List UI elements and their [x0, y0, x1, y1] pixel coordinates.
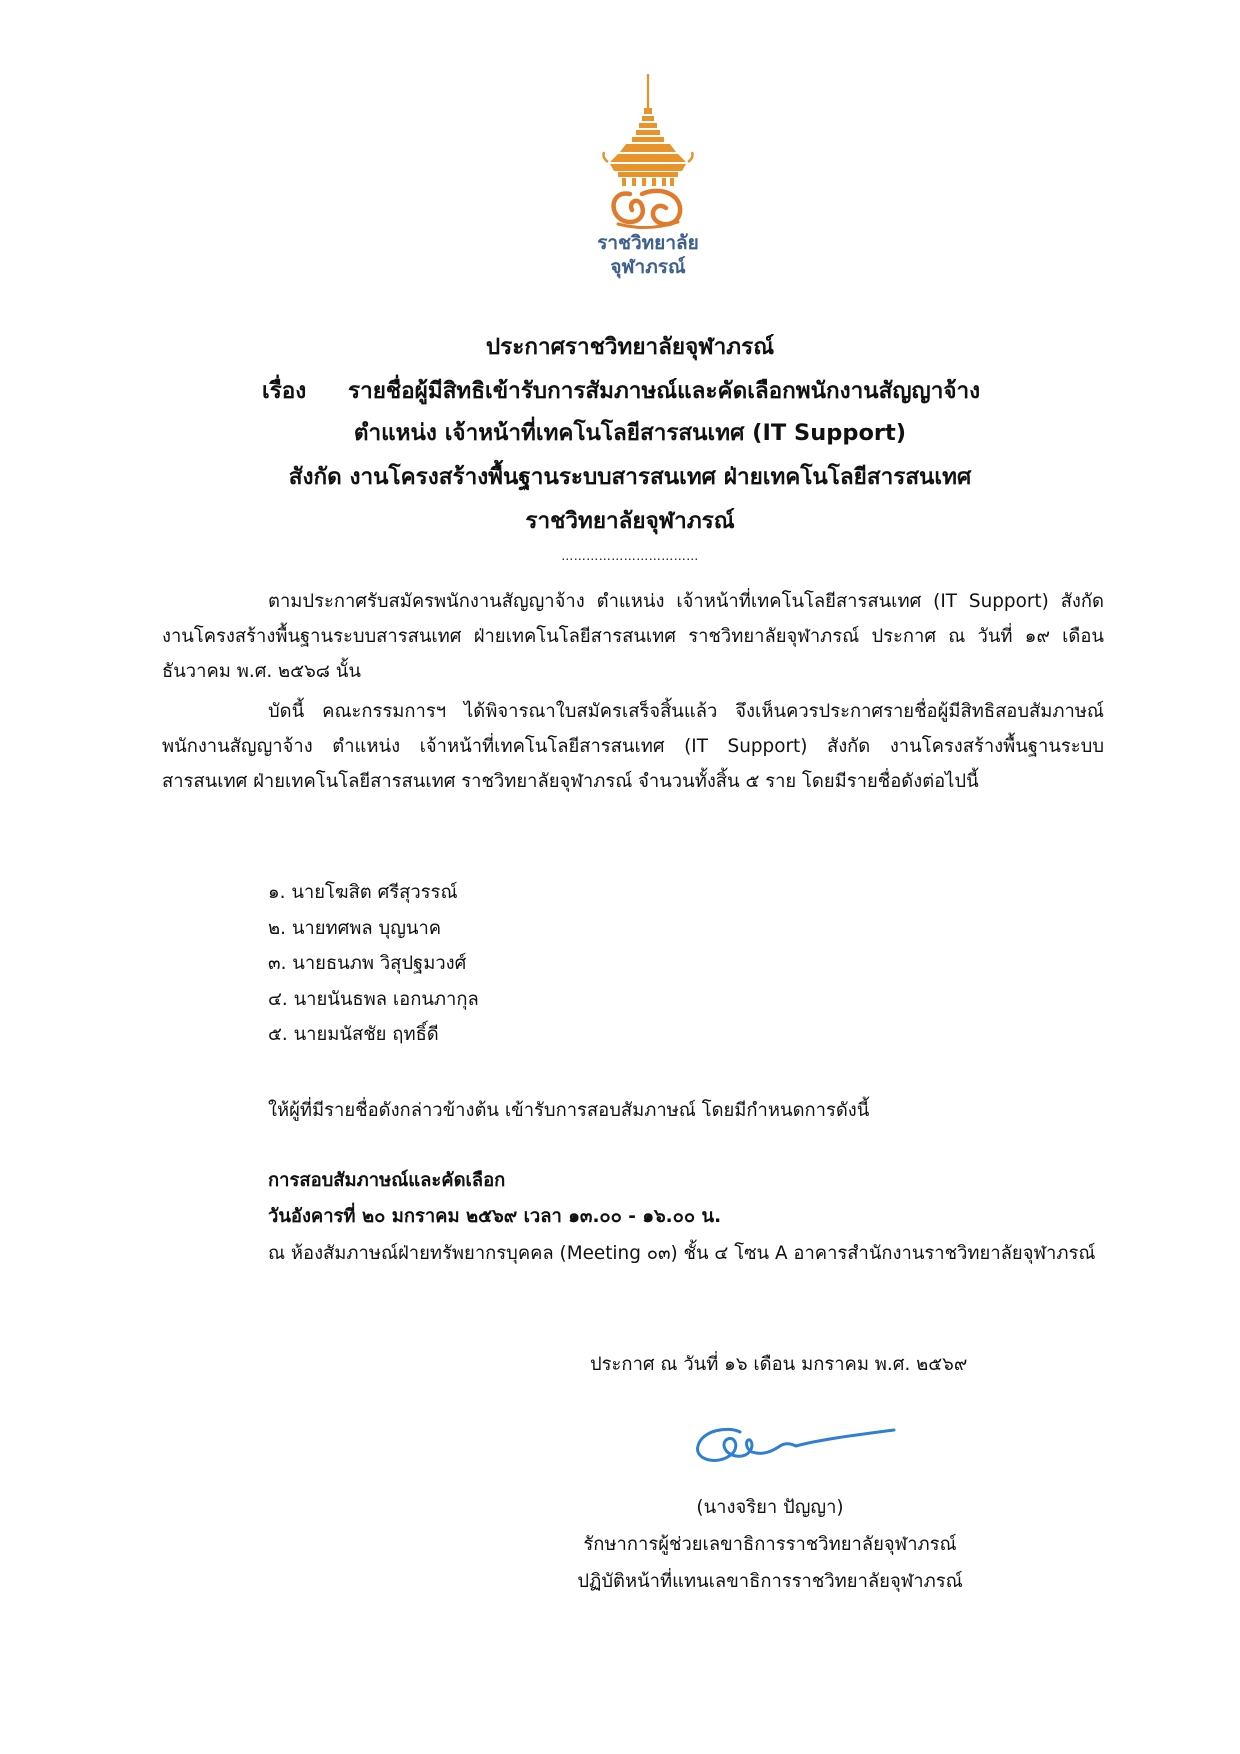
list-item: ๓. นายธนภพ วิสุปฐมวงศ์ — [268, 953, 467, 974]
signer-name: (นางจริยา ปัญญา) — [696, 1497, 844, 1518]
interview-venue: ณ ห้องสัมภาษณ์ฝ่ายทรัพยากรบุคคล (Meeting ๐๓) ชั้น ๔ โซน A อาคารสำนักงานราชวิทยาลัยจุฬาภรณ์ — [268, 1243, 1096, 1264]
candidate-list — [268, 875, 768, 1053]
subject-text: รายชื่อผู้มีสิทธิเข้ารับการสัมภาษณ์และคัดเลือกพนักงานสัญญาจ้าง — [348, 378, 981, 404]
separator-dots: …………………………… — [561, 549, 699, 563]
organization-line: ราชวิทยาลัยจุฬาภรณ์ — [525, 508, 735, 534]
signer-title-acting: รักษาการผู้ช่วยเลขาธิการราชวิทยาลัยจุฬาภรณ์ — [583, 1534, 957, 1555]
instruction-text: ให้ผู้ที่มีรายชื่อดังกล่าวข้างต้น เข้ารับการสอบสัมภาษณ์ โดยมีกำหนดการดังนี้ — [268, 1100, 870, 1121]
paragraph-announcement: บัดนี้ คณะกรรมการฯ ได้พิจารณาใบสมัครเสร็จสิ้นแล้ว จึงเห็นควรประกาศรายชื่อผู้มีสิทธิสอบสัมภาษณ์พนักงานสัญญาจ้าง ตำแหน่ง เจ้าหน้าที่เทคโนโลยีสารสนเทศ (IT Support) สังกัด งานโครงสร้างพื้นฐานระบบสารสนเทศ ฝ่ายเทคโนโลยีสารสนเทศ ราชวิทยาลัยจุฬาภรณ์ จำนวนทั้งสิ้น ๕ ราย โดยมีรายชื่อดังต่อไปนี้ — [162, 701, 1104, 792]
department-line: สังกัด งานโครงสร้างพื้นฐานระบบสารสนเทศ ฝ่ายเทคโนโลยีสารสนเทศ — [288, 464, 972, 490]
signer-title-duty: ปฏิบัติหน้าที่แทนเลขาธิการราชวิทยาลัยจุฬาภรณ์ — [577, 1571, 963, 1592]
interview-datetime: วันอังคารที่ ๒๐ มกราคม ๒๕๖๙ เวลา ๑๓.๐๐ - ๑๖.๐๐ น. — [268, 1206, 722, 1227]
position-line: ตำแหน่ง เจ้าหน้าที่เทคโนโลยีสารสนเทศ (IT Support) — [353, 420, 907, 446]
subject-line — [262, 376, 1022, 406]
subject-label: เรื่อง — [262, 378, 307, 404]
paragraph-reference: ตามประกาศรับสมัครพนักงานสัญญาจ้าง ตำแหน่ง เจ้าหน้าที่เทคโนโลยีสารสนเทศ (IT Support) สังกัด งานโครงสร้างพื้นฐานระบบสารสนเทศ ฝ่ายเทคโนโลยีสารสนเทศ ราชวิทยาลัยจุฬาภรณ์ ประกาศ ณ วันที่ ๑๙ เดือน ธันวาคม พ.ศ. ๒๕๖๘ นั้น — [162, 591, 1104, 682]
handwritten-signature — [688, 1410, 898, 1480]
logo-text-line2: จุฬาภรณ์ — [610, 256, 686, 278]
announcement-date: ประกาศ ณ วันที่ ๑๖ เดือน มกราคม พ.ศ. ๒๕๖๙ — [590, 1354, 968, 1375]
announcement-title: ประกาศราชวิทยาลัยจุฬาภรณ์ — [485, 334, 775, 360]
logo-text-line1: ราชวิทยาลัย — [597, 232, 699, 254]
list-item: ๑. นายโฆสิต ศรีสุวรรณ์ — [268, 882, 458, 903]
list-item: ๔. นายนันธพล เอกนภากุล — [268, 988, 479, 1010]
interview-title: การสอบสัมภาษณ์และคัดเลือก — [268, 1170, 506, 1191]
college-logo — [578, 72, 718, 297]
crown-emblem-icon — [578, 72, 718, 232]
list-item: ๒. นายทศพล บุญนาค — [268, 917, 442, 939]
list-item: ๕. นายมนัสชัย ฤทธิ์ดี — [268, 1024, 439, 1045]
